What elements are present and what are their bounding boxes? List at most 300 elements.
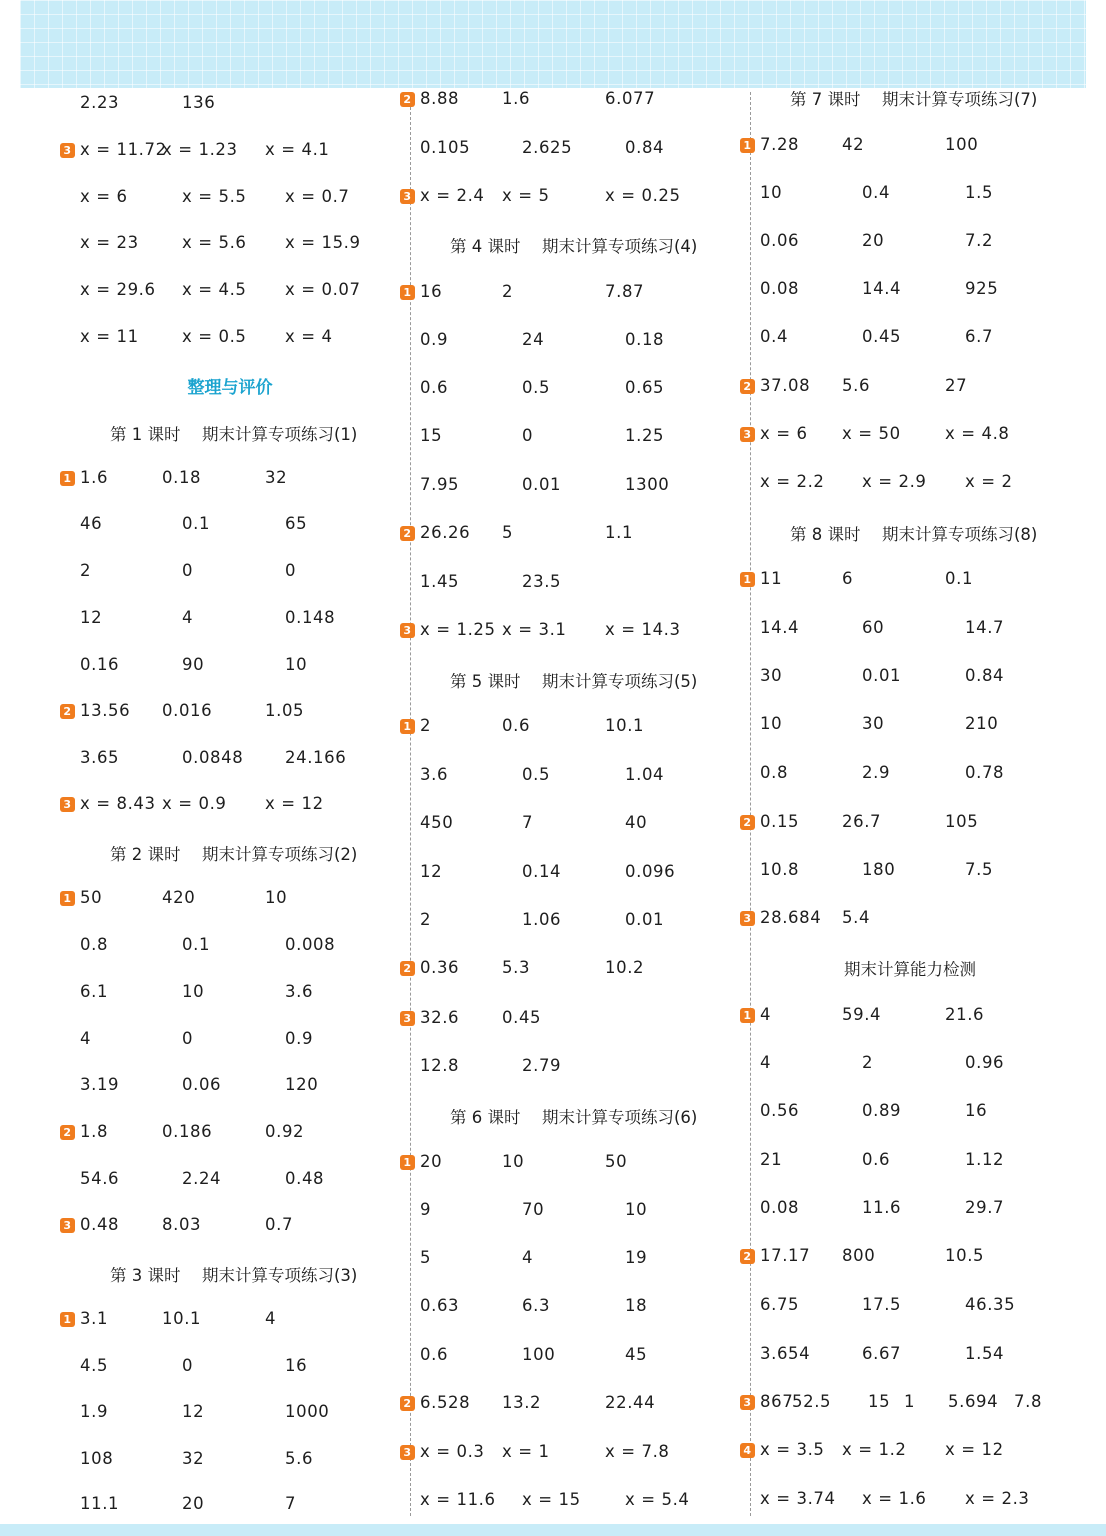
answer-value xyxy=(740,569,782,588)
answer-row xyxy=(400,520,740,550)
answer-value xyxy=(740,908,821,927)
answer-value: x = 15 xyxy=(522,1490,581,1509)
answer-value: 0.01 xyxy=(522,475,562,494)
answer-value: 0.18 xyxy=(162,468,202,487)
lesson-label: 第 2 课时 xyxy=(110,845,181,864)
answer-row xyxy=(400,617,740,647)
answer-value: 450 xyxy=(420,813,454,832)
answer-value: 18 xyxy=(625,1296,648,1315)
answer-value xyxy=(400,620,496,639)
answer-value: 0.18 xyxy=(625,330,665,349)
test-title: 期末计算能力检测 xyxy=(844,960,976,979)
answer-row xyxy=(400,279,740,309)
answer-value: 4 xyxy=(80,1029,92,1048)
answer-value: 2.79 xyxy=(522,1056,562,1075)
answer-value: 0.7 xyxy=(265,1215,294,1234)
question-number-badge: 1 xyxy=(400,719,415,734)
answer-value: 0.1 xyxy=(945,569,974,588)
answer-value: x = 11 xyxy=(80,327,139,346)
answer-row xyxy=(400,1293,740,1323)
answer-value: 4 xyxy=(522,1248,534,1267)
answer-value: 29.7 xyxy=(965,1198,1005,1217)
answer-value: 54.6 xyxy=(80,1169,120,1188)
answer-value: 9 xyxy=(420,1200,432,1219)
question-number-badge: 3 xyxy=(740,1395,755,1410)
answer-value: 0.8 xyxy=(80,935,109,954)
answer-value: 3.19 xyxy=(80,1075,120,1094)
answer-value xyxy=(400,1152,442,1171)
question-number-badge: 1 xyxy=(400,1155,415,1170)
answer-text: 0.48 xyxy=(80,1215,120,1234)
answer-row xyxy=(400,569,740,599)
question-number-badge: 3 xyxy=(400,1445,415,1460)
answer-text: 32.6 xyxy=(420,1008,460,1027)
answer-column-3 xyxy=(740,0,1080,1536)
answer-value: x = 0.5 xyxy=(182,327,247,346)
answer-row xyxy=(740,1243,1080,1273)
answer-value: 0.14 xyxy=(522,862,562,881)
answer-value: 0.6 xyxy=(420,1345,449,1364)
answer-row xyxy=(400,1487,740,1517)
answer-row xyxy=(740,132,1080,162)
answer-text: 8.88 xyxy=(420,89,460,108)
answer-row xyxy=(740,1341,1080,1371)
answer-value xyxy=(740,376,810,395)
answer-row xyxy=(60,1166,400,1196)
answer-value: x = 5 xyxy=(502,186,550,205)
answer-value: 7.8 xyxy=(1014,1392,1043,1411)
answer-value: 0.78 xyxy=(965,763,1005,782)
answer-value: 1.9 xyxy=(80,1402,109,1421)
lesson-label: 第 4 课时 xyxy=(450,237,521,256)
answer-value xyxy=(400,89,459,108)
answer-value: x = 0.9 xyxy=(162,794,227,813)
answer-row xyxy=(60,979,400,1009)
answer-value: 1.6 xyxy=(502,89,531,108)
answer-row xyxy=(60,652,400,682)
answer-value: 180 xyxy=(862,860,896,879)
answer-value: 42 xyxy=(842,135,865,154)
answer-row xyxy=(60,1026,400,1056)
answer-row xyxy=(60,230,400,260)
answer-value xyxy=(740,812,799,831)
answer-value xyxy=(60,1215,119,1234)
answer-value: 0.48 xyxy=(285,1169,325,1188)
answer-value: 6.7 xyxy=(965,327,994,346)
answer-row xyxy=(740,276,1080,306)
answer-value: 0.92 xyxy=(265,1122,305,1141)
answer-value: x = 5.5 xyxy=(182,187,247,206)
question-number-badge: 3 xyxy=(60,797,75,812)
answer-value xyxy=(400,1393,470,1412)
answer-value: 5 xyxy=(420,1248,432,1267)
answer-value: 17.5 xyxy=(862,1295,902,1314)
answer-value: 22.44 xyxy=(605,1393,656,1412)
answer-value: 46.35 xyxy=(965,1295,1016,1314)
answer-value xyxy=(400,186,485,205)
answer-value: x = 2 xyxy=(965,472,1013,491)
answer-row xyxy=(740,1389,1080,1419)
lesson-label: 第 1 课时 xyxy=(110,425,181,444)
answer-value: 5 xyxy=(502,523,514,542)
answer-value: 11.1 xyxy=(80,1494,120,1513)
answer-value: 1.12 xyxy=(965,1150,1005,1169)
answer-row xyxy=(740,1002,1080,1032)
answer-value: x = 4 xyxy=(285,327,333,346)
lesson-title: 期末计算专项练习(6) xyxy=(542,1108,698,1127)
answer-row xyxy=(60,1072,400,1102)
answer-value: 3.65 xyxy=(80,748,120,767)
answer-value: 0.5 xyxy=(522,765,551,784)
answer-value: 136 xyxy=(182,93,216,112)
answer-value: 7 xyxy=(522,813,534,832)
answer-value: 0.6 xyxy=(420,378,449,397)
answer-value: 6.75 xyxy=(760,1295,800,1314)
answer-value: x = 29.6 xyxy=(80,280,156,299)
answer-row xyxy=(740,857,1080,887)
answer-value: 27 xyxy=(945,376,968,395)
answer-value: 59.4 xyxy=(842,1005,882,1024)
answer-value: 0.06 xyxy=(760,231,800,250)
answer-value: x = 1.23 xyxy=(162,140,238,159)
answer-value: 0.06 xyxy=(182,1075,222,1094)
answer-value: 105 xyxy=(945,812,979,831)
answer-value: x = 14.3 xyxy=(605,620,681,639)
answer-value: 0.105 xyxy=(420,138,471,157)
answer-value xyxy=(60,468,108,487)
answer-value: x = 2.3 xyxy=(965,1489,1030,1508)
answer-value: 0.63 xyxy=(420,1296,460,1315)
answer-value: 24 xyxy=(522,330,545,349)
answer-value: 0.6 xyxy=(862,1150,891,1169)
question-number-badge: 3 xyxy=(400,623,415,638)
answer-value: 10.2 xyxy=(605,958,645,977)
answer-value: x = 1 xyxy=(502,1442,550,1461)
question-number-badge: 3 xyxy=(740,911,755,926)
answer-value: 8.03 xyxy=(162,1215,202,1234)
answer-value: 5.6 xyxy=(842,376,871,395)
answer-value: x = 23 xyxy=(80,233,139,252)
answer-value: x = 1.2 xyxy=(842,1440,907,1459)
answer-value: 13.2 xyxy=(502,1393,542,1412)
answer-value: x = 3.74 xyxy=(760,1489,836,1508)
answer-text: x = 6 xyxy=(760,424,808,443)
answer-value: 0.08 xyxy=(760,1198,800,1217)
answer-text: 16 xyxy=(420,282,443,301)
answer-row xyxy=(400,1439,740,1469)
answer-value: 3.6 xyxy=(420,765,449,784)
answer-value: 20 xyxy=(182,1494,205,1513)
answer-row xyxy=(60,605,400,635)
answer-row xyxy=(400,1197,740,1227)
answer-value: 5.6 xyxy=(285,1449,314,1468)
lesson-heading xyxy=(60,838,400,868)
answer-value: 4 xyxy=(760,1053,772,1072)
answer-value: 10.8 xyxy=(760,860,800,879)
answer-value: 5.4 xyxy=(842,908,871,927)
answer-value: x = 2.9 xyxy=(862,472,927,491)
answer-value: x = 3.1 xyxy=(502,620,567,639)
answer-value: 0.6 xyxy=(502,716,531,735)
answer-text: 3.1 xyxy=(80,1309,109,1328)
answer-value: x = 4.8 xyxy=(945,424,1010,443)
lesson-heading xyxy=(400,665,740,695)
answer-text: 26.26 xyxy=(420,523,471,542)
answer-value: 32 xyxy=(182,1449,205,1468)
answer-value: 0.01 xyxy=(862,666,902,685)
answer-value: 925 xyxy=(965,279,999,298)
answer-value: 21 xyxy=(760,1150,783,1169)
lesson-heading xyxy=(400,1101,740,1131)
answer-row xyxy=(60,558,400,588)
answer-value: 0 xyxy=(182,561,194,580)
answer-row xyxy=(60,698,400,728)
answer-text: 0.15 xyxy=(760,812,800,831)
answer-row xyxy=(60,885,400,915)
answer-value: 0.0848 xyxy=(182,748,244,767)
answer-value: x = 0.7 xyxy=(285,187,350,206)
answer-text: 50 xyxy=(80,888,103,907)
section-title: 整理与评价 xyxy=(187,378,273,398)
answer-row xyxy=(400,762,740,792)
answer-value: 4 xyxy=(265,1309,277,1328)
answer-value xyxy=(60,701,130,720)
answer-value: 12 xyxy=(420,862,443,881)
answer-row xyxy=(740,1437,1080,1467)
question-number-badge: 1 xyxy=(60,1312,75,1327)
answer-value: 0.01 xyxy=(625,910,665,929)
answer-value: 65 xyxy=(285,514,308,533)
answer-row xyxy=(60,1119,400,1149)
answer-row xyxy=(400,472,740,502)
answer-value: 15 xyxy=(420,426,443,445)
answer-row xyxy=(400,86,740,116)
answer-row xyxy=(60,1399,400,1429)
answer-text: 1.6 xyxy=(80,468,109,487)
answer-text: 2 xyxy=(420,716,432,735)
answer-value: 100 xyxy=(522,1345,556,1364)
answer-value: 1300 xyxy=(625,475,670,494)
answer-row xyxy=(60,1446,400,1476)
answer-text: 867 xyxy=(760,1392,794,1411)
question-number-badge: 2 xyxy=(400,961,415,976)
answer-value: 0.65 xyxy=(625,378,665,397)
question-number-badge: 1 xyxy=(740,138,755,153)
answer-value xyxy=(60,888,102,907)
answer-row xyxy=(60,745,400,775)
answer-text: 4 xyxy=(760,1005,772,1024)
answer-value: 11.6 xyxy=(862,1198,902,1217)
answer-value: 6.67 xyxy=(862,1344,902,1363)
answer-value xyxy=(740,1005,771,1024)
answer-value: x = 1.6 xyxy=(862,1489,927,1508)
answer-row xyxy=(60,277,400,307)
answer-value: 70 xyxy=(522,1200,545,1219)
answer-value: 1.25 xyxy=(625,426,665,445)
answer-value: 2.9 xyxy=(862,763,891,782)
answer-value: 0.84 xyxy=(625,138,665,157)
answer-value: 50 xyxy=(605,1152,628,1171)
answer-text: 11 xyxy=(760,569,783,588)
answer-value: x = 7.8 xyxy=(605,1442,670,1461)
answer-value: 0.148 xyxy=(285,608,336,627)
answer-value: 108 xyxy=(80,1449,114,1468)
question-number-badge: 2 xyxy=(400,526,415,541)
answer-row xyxy=(740,180,1080,210)
answer-row xyxy=(400,859,740,889)
answer-value: 0 xyxy=(522,426,534,445)
question-number-badge: 1 xyxy=(740,572,755,587)
answer-value: 210 xyxy=(965,714,999,733)
answer-value: 6.3 xyxy=(522,1296,551,1315)
lesson-label: 第 6 课时 xyxy=(450,1108,521,1127)
question-number-badge: 1 xyxy=(60,891,75,906)
answer-row xyxy=(740,1050,1080,1080)
answer-value: 0.16 xyxy=(80,655,120,674)
answer-value: x = 5.4 xyxy=(625,1490,690,1509)
answer-value xyxy=(740,424,808,443)
lesson-title: 期末计算专项练习(7) xyxy=(882,90,1038,109)
answer-value xyxy=(60,1309,108,1328)
answer-value: 26.7 xyxy=(842,812,882,831)
answer-row xyxy=(740,324,1080,354)
answer-text: x = 0.3 xyxy=(420,1442,485,1461)
answer-value: x = 11.6 xyxy=(420,1490,496,1509)
question-number-badge: 1 xyxy=(60,471,75,486)
answer-column-1 xyxy=(60,0,400,1536)
lesson-title: 期末计算专项练习(1) xyxy=(202,425,358,444)
answer-value: 100 xyxy=(945,135,979,154)
answer-value xyxy=(60,794,156,813)
answer-row xyxy=(60,137,400,167)
answer-row xyxy=(60,932,400,962)
answer-value xyxy=(740,1246,810,1265)
answer-value: 10 xyxy=(760,714,783,733)
answer-value xyxy=(60,1122,108,1141)
lesson-heading xyxy=(740,83,1080,113)
answer-row xyxy=(400,423,740,453)
answer-value: 0.89 xyxy=(862,1101,902,1120)
question-number-badge: 2 xyxy=(60,1125,75,1140)
answer-text: x = 11.72 xyxy=(80,140,167,159)
answer-value: 0.8 xyxy=(760,763,789,782)
question-number-badge: 1 xyxy=(400,285,415,300)
answer-value: 1.05 xyxy=(265,701,305,720)
answer-row xyxy=(60,465,400,495)
answer-value xyxy=(400,523,470,542)
answer-value xyxy=(400,958,459,977)
answer-row xyxy=(740,1098,1080,1128)
answer-value xyxy=(740,135,799,154)
answer-row xyxy=(740,905,1080,935)
answer-value: 5.3 xyxy=(502,958,531,977)
answer-row xyxy=(400,955,740,985)
answer-value: 0.4 xyxy=(862,183,891,202)
answer-value: 15 xyxy=(868,1392,891,1411)
answer-text: 20 xyxy=(420,1152,443,1171)
answer-value: 0.45 xyxy=(862,327,902,346)
answer-value: 6.1 xyxy=(80,982,109,1001)
answer-row xyxy=(740,1195,1080,1225)
answer-value: 30 xyxy=(862,714,885,733)
question-number-badge: 1 xyxy=(740,1008,755,1023)
answer-value: 7 xyxy=(285,1494,297,1513)
answer-row xyxy=(400,135,740,165)
answer-text: x = 8.43 xyxy=(80,794,156,813)
lesson-heading xyxy=(400,230,740,260)
answer-row xyxy=(400,713,740,743)
lesson-label: 第 5 课时 xyxy=(450,672,521,691)
answer-value: 10.1 xyxy=(605,716,645,735)
question-number-badge: 3 xyxy=(400,1011,415,1026)
lesson-label: 第 7 课时 xyxy=(790,90,861,109)
answer-value: x = 50 xyxy=(842,424,901,443)
answer-row xyxy=(60,1491,400,1521)
answer-value xyxy=(400,1442,485,1461)
answer-value: 3.654 xyxy=(760,1344,811,1363)
answer-value: 2 xyxy=(502,282,514,301)
answer-row xyxy=(400,907,740,937)
answer-value: 4 xyxy=(182,608,194,627)
answer-value xyxy=(740,1392,793,1411)
answer-value: x = 12 xyxy=(265,794,324,813)
answer-row xyxy=(740,1486,1080,1516)
answer-text: 13.56 xyxy=(80,701,131,720)
lesson-heading xyxy=(60,418,400,448)
question-number-badge: 2 xyxy=(740,379,755,394)
answer-value: 1.54 xyxy=(965,1344,1005,1363)
answer-value: 7.95 xyxy=(420,475,460,494)
answer-value: 0.016 xyxy=(162,701,213,720)
answer-row xyxy=(400,375,740,405)
answer-text: 28.684 xyxy=(760,908,822,927)
answer-value: 0.5 xyxy=(522,378,551,397)
answer-row xyxy=(60,511,400,541)
lesson-heading xyxy=(60,1259,400,1289)
answer-value: x = 15.9 xyxy=(285,233,361,252)
answer-row xyxy=(400,183,740,213)
answer-value: x = 2.2 xyxy=(760,472,825,491)
answer-row xyxy=(60,1212,400,1242)
answer-value: 0.45 xyxy=(502,1008,542,1027)
answer-value xyxy=(60,140,167,159)
answer-value: 1.06 xyxy=(522,910,562,929)
answer-value xyxy=(740,1440,825,1459)
answer-value: 1.1 xyxy=(605,523,634,542)
question-number-badge: 4 xyxy=(740,1443,755,1458)
answer-text: 37.08 xyxy=(760,376,811,395)
answer-row xyxy=(740,373,1080,403)
answer-value: 10 xyxy=(760,183,783,202)
answer-value: 1000 xyxy=(285,1402,330,1421)
answer-text: x = 3.5 xyxy=(760,1440,825,1459)
answer-value xyxy=(400,716,431,735)
answer-value: 20 xyxy=(862,231,885,250)
lesson-title: 期末计算专项练习(3) xyxy=(202,1266,358,1285)
answer-value: 46 xyxy=(80,514,103,533)
question-number-badge: 2 xyxy=(400,92,415,107)
question-number-badge: 3 xyxy=(60,1218,75,1233)
answer-value: x = 4.5 xyxy=(182,280,247,299)
answer-value: 2.625 xyxy=(522,138,573,157)
answer-value: 14.4 xyxy=(862,279,902,298)
answer-text: 1.8 xyxy=(80,1122,109,1141)
answer-row xyxy=(400,1005,740,1035)
answer-value: 12.8 xyxy=(420,1056,460,1075)
answer-value: x = 5.6 xyxy=(182,233,247,252)
answer-value: 0.08 xyxy=(760,279,800,298)
answer-value: 0.096 xyxy=(625,862,676,881)
